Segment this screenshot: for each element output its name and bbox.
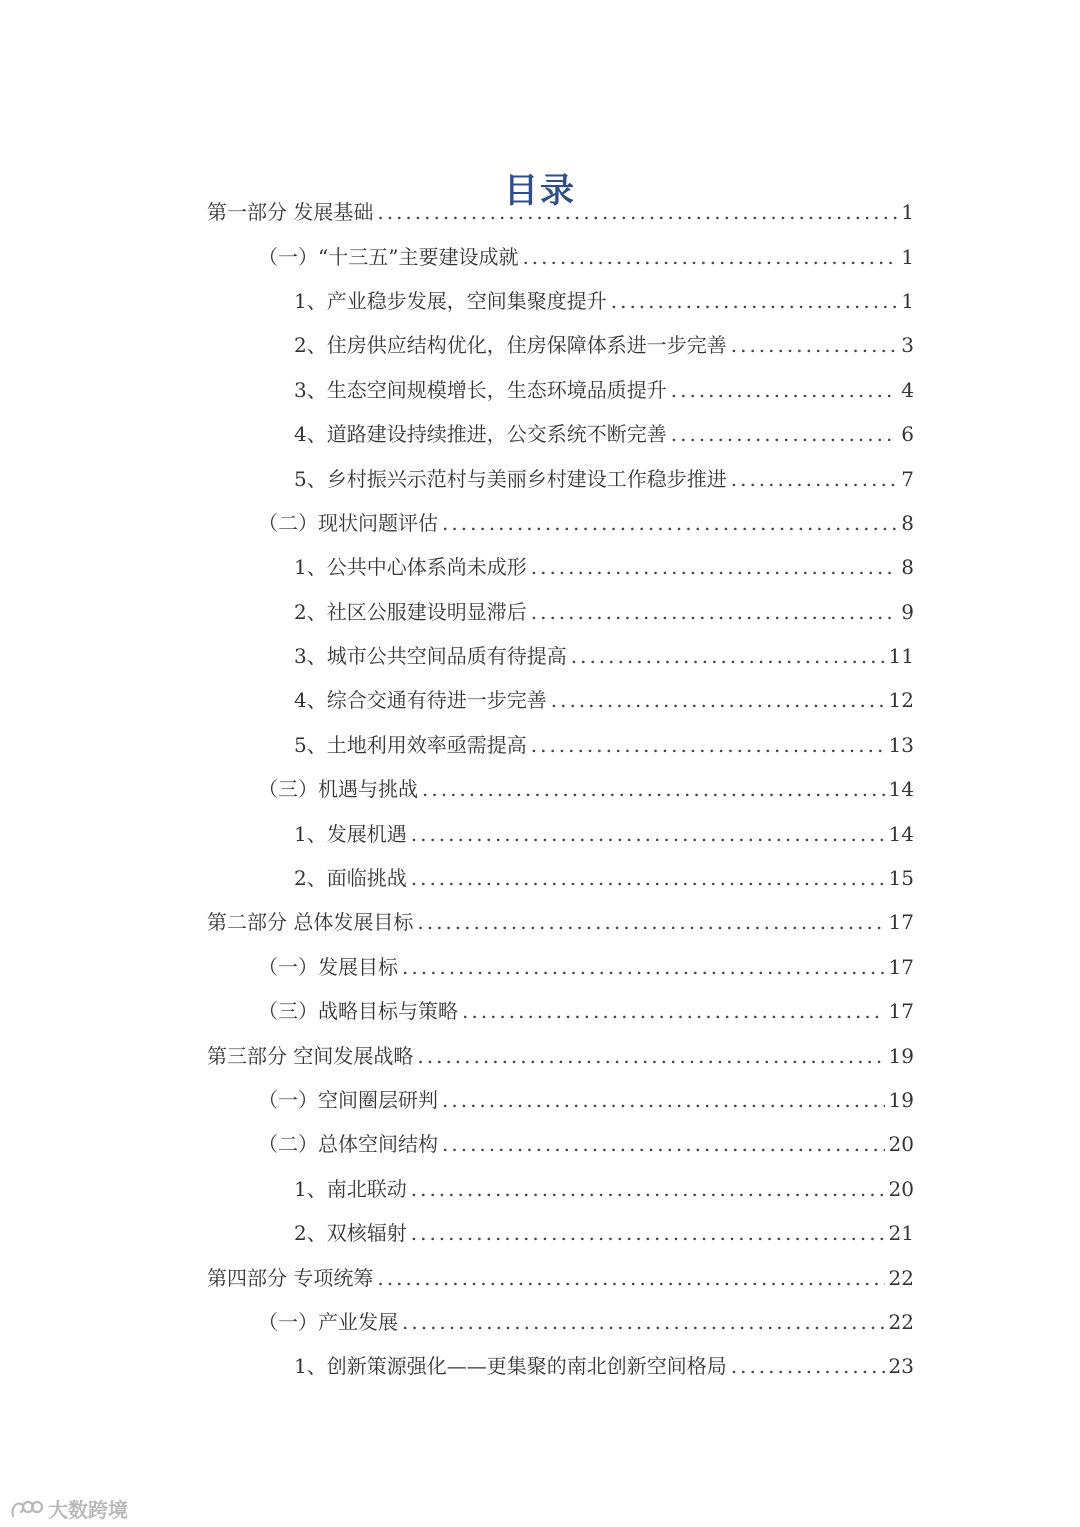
toc-entry-label: 5、土地利用效率亟需提高 [294,732,527,757]
toc-entry[interactable] [0,634,1080,678]
toc-entry[interactable] [0,545,1080,589]
toc-entry-page: 1 [901,200,914,225]
toc-leader-dots [531,590,898,634]
toc-entry-label: 第二部分 总体发展目标 [207,910,414,935]
toc-entry[interactable] [0,989,1080,1033]
toc-entry-label: 2、住房供应结构优化，住房保障体系进一步完善 [294,333,727,358]
toc-entry[interactable] [0,900,1080,944]
toc-entry[interactable] [0,279,1080,323]
toc-entry[interactable] [0,723,1080,767]
toc-leader-dots [422,767,885,811]
toc-entry-label: （一）产业发展 [258,1309,398,1334]
toc-leader-dots [417,900,884,944]
toc-entry-label: 1、发展机遇 [294,821,407,846]
toc-entry[interactable] [0,190,1080,234]
toc-leader-dots [571,634,885,678]
toc-entry-page: 17 [888,910,914,935]
toc-entry-page: 15 [888,866,914,891]
toc-leader-dots [531,723,885,767]
toc-entry-page: 6 [901,422,914,447]
toc-entry[interactable] [0,234,1080,278]
toc-entry[interactable] [0,323,1080,367]
toc-entry[interactable] [0,1300,1080,1344]
toc-entry-label: 1、创新策源强化——更集聚的南北创新空间格局 [294,1354,727,1379]
toc-entry-label: 第三部分 空间发展战略 [207,1043,414,1068]
toc-entry-label: （二）总体空间结构 [258,1132,438,1157]
toc-entry-page: 12 [888,688,914,713]
toc-leader-dots [417,1034,884,1078]
toc-entry[interactable] [0,678,1080,722]
toc-entry[interactable] [0,1211,1080,1255]
toc-entry-page: 19 [888,1043,914,1068]
toc-entry-page: 22 [888,1309,914,1334]
toc-entry-label: 2、社区公服建设明显滞后 [294,599,527,624]
toc-entry-label: （一）空间圈层研判 [258,1088,438,1112]
toc-leader-dots [551,678,885,722]
toc-entry-page: 23 [888,1354,914,1379]
toc-entry-label: 第四部分 专项统筹 [207,1265,374,1290]
toc-entry-page: 1 [901,244,914,269]
toc-leader-dots [411,812,885,856]
toc-leader-dots [531,545,898,589]
toc-entry-page: 22 [888,1265,914,1290]
toc-entry-page: 14 [888,821,914,846]
watermark [10,1494,128,1523]
toc-leader-dots [611,279,898,323]
toc-leader-dots [442,1078,885,1122]
toc-entry-page: 9 [901,599,914,624]
toc-entry[interactable] [0,412,1080,456]
toc-entry-label: （三）机遇与挑战 [258,777,418,802]
toc-entry-page: 8 [901,510,914,535]
toc-entry[interactable] [0,767,1080,811]
toc-entry-label: （二）现状问题评估 [258,510,438,535]
toc-entry-page: 13 [888,732,914,757]
toc-entry[interactable] [0,456,1080,500]
toc-leader-dots [731,457,898,501]
toc-entry[interactable] [0,1255,1080,1299]
toc-leader-dots [402,945,885,989]
toc-leader-dots [671,412,898,456]
toc-entry[interactable] [0,590,1080,634]
table-of-contents [0,190,1080,1389]
toc-leader-dots [671,368,898,412]
toc-entry[interactable] [0,1344,1080,1388]
toc-entry-page: 11 [888,644,914,669]
toc-entry-label: （三）战略目标与策略 [258,999,458,1024]
toc-entry-label: 1、公共中心体系尚未成形 [294,555,527,580]
page-title: 目录 [504,170,576,211]
toc-leader-dots [731,323,898,367]
toc-entry-label: 3、生态空间规模增长，生态环境品质提升 [294,377,667,402]
toc-leader-dots [442,501,897,545]
toc-entry-label: 4、综合交通有待进一步完善 [294,688,547,713]
toc-entry-page: 4 [901,377,914,402]
toc-entry-page: 14 [888,777,914,802]
toc-entry-label: 2、面临挑战 [294,866,407,891]
toc-leader-dots [402,1300,885,1344]
toc-entry-page: 7 [901,466,914,491]
toc-entry-page: 1 [901,288,914,313]
toc-leader-dots [377,190,897,234]
brand-logo-icon [10,1498,44,1520]
toc-leader-dots [522,235,897,279]
toc-leader-dots [442,1122,885,1166]
toc-entry-label: 4、道路建设持续推进，公交系统不断完善 [294,422,667,447]
toc-entry-label: 5、乡村振兴示范村与美丽乡村建设工作稳步推进 [294,466,727,491]
toc-entry-label: （一）发展目标 [258,954,398,979]
watermark-text: 大数跨境 [48,1498,128,1522]
toc-entry[interactable] [0,856,1080,900]
toc-entry[interactable] [0,1033,1080,1077]
toc-entry-label: （一）“十三五”主要建设成就 [258,244,519,269]
toc-entry-page: 3 [901,333,914,358]
toc-entry[interactable] [0,945,1080,989]
toc-entry[interactable] [0,1167,1080,1211]
toc-leader-dots [377,1256,884,1300]
toc-entry-page: 20 [888,1176,914,1201]
toc-entry[interactable] [0,1078,1080,1122]
toc-entry-page: 17 [888,999,914,1024]
toc-leader-dots [411,1167,885,1211]
toc-entry[interactable] [0,368,1080,412]
toc-entry[interactable] [0,811,1080,855]
toc-entry-page: 17 [888,954,914,979]
toc-entry-label: 1、南北联动 [294,1176,407,1201]
toc-leader-dots [411,1211,885,1255]
toc-entry-page: 20 [888,1132,914,1157]
toc-entry-label: 1、产业稳步发展，空间集聚度提升 [294,288,607,313]
toc-leader-dots [462,989,885,1033]
toc-leader-dots [731,1344,885,1388]
toc-entry-label: 3、城市公共空间品质有待提高 [294,644,567,669]
toc-entry[interactable] [0,1122,1080,1166]
toc-entry-label: 第一部分 发展基础 [207,200,374,225]
toc-leader-dots [411,856,885,900]
toc-entry[interactable] [0,501,1080,545]
toc-entry-page: 21 [888,1221,914,1246]
toc-entry-page: 8 [901,555,914,580]
toc-entry-label: 2、双核辐射 [294,1221,407,1246]
toc-entry-page: 19 [888,1088,914,1112]
